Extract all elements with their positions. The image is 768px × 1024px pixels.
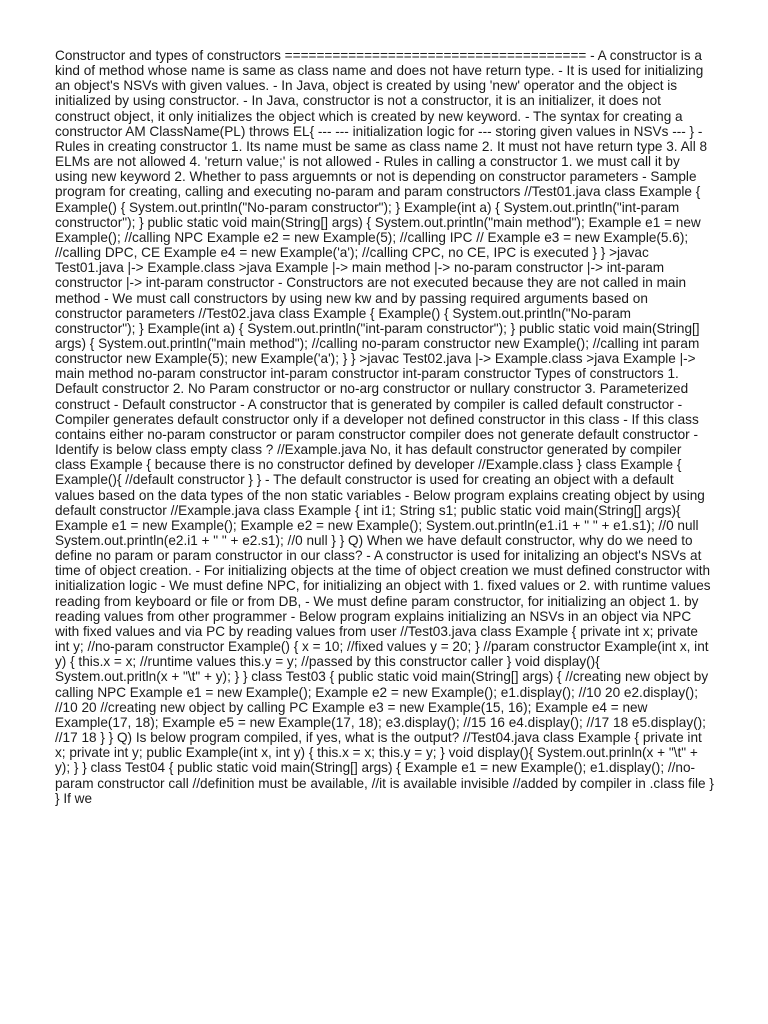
document-body-text: Constructor and types of constructors ====================================== - A constructor is a kind of method whose name is same as class name and does not have return type. - It is used for initializing an object's NSVs with given values. - In Java, object is created by using 'new' operator and the object is initialized by using constructor. - In Java, constructor is not a constructor, it is an initializer, it does not construct object, it only initializes the object which is created by new keyword. - The syntax for creating a constructor AM ClassName(PL) throws EL{ --- --- initialization logic for --- storing given values in NSVs --- } - Rules in creating constructor 1. Its name must be same as class name 2. It must not have return type 3. All 8 ELMs are not allowed 4. 'return value;' is not allowed - Rules in calling a constructor 1. we must call it by using new keyword 2. Whether to pass arguemnts or not is depending on constructor parameters - Sample program for creating, calling and executing no-param and param constructors //Test01.java class Example { Example() { System.out.println("No-param constructor"); } Example(int a) { System.out.println("int-param constructor"); } public static void main(String[] args) { System.out.println("main method"); Example e1 = new Example(); //calling NPC Example e2 = new Example(5); //calling IPC // Example e3 = new Example(5.6); //calling DPC, CE Example e4 = new Example('a'); //calling CPC, no CE, IPC is executed } } >javac Test01.java |-> Example.class >java Example |-> main method |-> no-param constructor |-> int-param constructor |-> int-param constructor - Constructors are not executed because they are not called in main method - We must call constructors by using new kw and by passing required arguments based on constructor parameters //Test02.java class Example { Example() { System.out.println("No-param constructor"); } Example(int a) { System.out.println("int-param constructor"); } public static void main(String[] args) { System.out.println("main method"); //calling no-param constructor new Example(); //calling int param constructor new Example(5); new Example('a'); } } >javac Test02.java |-> Example.class >java Example |-> main method no-param constructor int-param constructor int-param constructor Types of constructors 1. Default constructor 2. No Param constructor or no-arg constructor or nullary constructor 3. Parameterized construct - Default constructor - A constructor that is generated by compiler is called default constructor - Compiler generates default constructor only if a developer not defined constructor in this class - If this class contains either no-param constructor or param constructor compiler does not generate default constructor - Identify is below class empty class ? //Example.java No, it has default constructor generated by compiler class Example { because there is no constructor defined by developer //Example.class } class Example { Example(){ //default constructor } } - The default constructor is used for creating an object with a default values based on the data types of the non static variables - Below program explains creating object by using default constructor //Example.java class Example { int i1; String s1; public static void main(String[] args){ Example e1 = new Example(); Example e2 = new Example(); System.out.println(e1.i1 + " " + e1.s1); //0 null System.out.println(e2.i1 + " " + e2.s1); //0 null } } Q) When we have default constructor, why do we need to define no param or param constructor in our class? - A constructor is used for initalizing an object's NSVs at time of object creation. - For initializing objects at the time of object creation we must defined constructor with initialization logic - We must define NPC, for initializing an object with 1. fixed values or 2. with runtime values reading from keyboard or file or from DB, - We must define param constructor, for initializing an object 1. by reading values from other programmer - Below program explains initializing an NSVs in an object via NPC with fixed values and via PC by reading values from user //Test03.java class Example { private int x; private int y; //no-param constructor Example() { x = 10; //fixed values y = 20; } //param constructor Example(int x, int y) { this.x = x; //runtime values this.y = y; //passed by this constructor caller } void display(){ System.out.pritln(x + "\t" + y); } } class Test03 { public static void main(String[] args) { //creating new object by calling NPC Example e1 = new Example(); Example e2 = new Example(); e1.display(); //10 20 e2.display(); //10 20 //creating new object by calling PC Example e3 = new Example(15, 16); Example e4 = new Example(17, 18); Example e5 = new Example(17, 18); e3.display(); //15 16 e4.display(); //17 18 e5.display(); //17 18 } } Q) Is below program compiled, if yes, what is the output? //Test04.java class Example { private int x; private int y; public Example(int x, int y) { this.x = x; this.y = y; } void display(){ System.out.prinln(x + "\t" + y); } } class Test04 { public static void main(String[] args) { Example e1 = new Example(); e1.display(); //no-param constructor call //definition must be available, //it is available invisible //added by compiler in .class file } } If we: [55, 48, 714, 806]
document-page: [55, 48, 715, 806]
